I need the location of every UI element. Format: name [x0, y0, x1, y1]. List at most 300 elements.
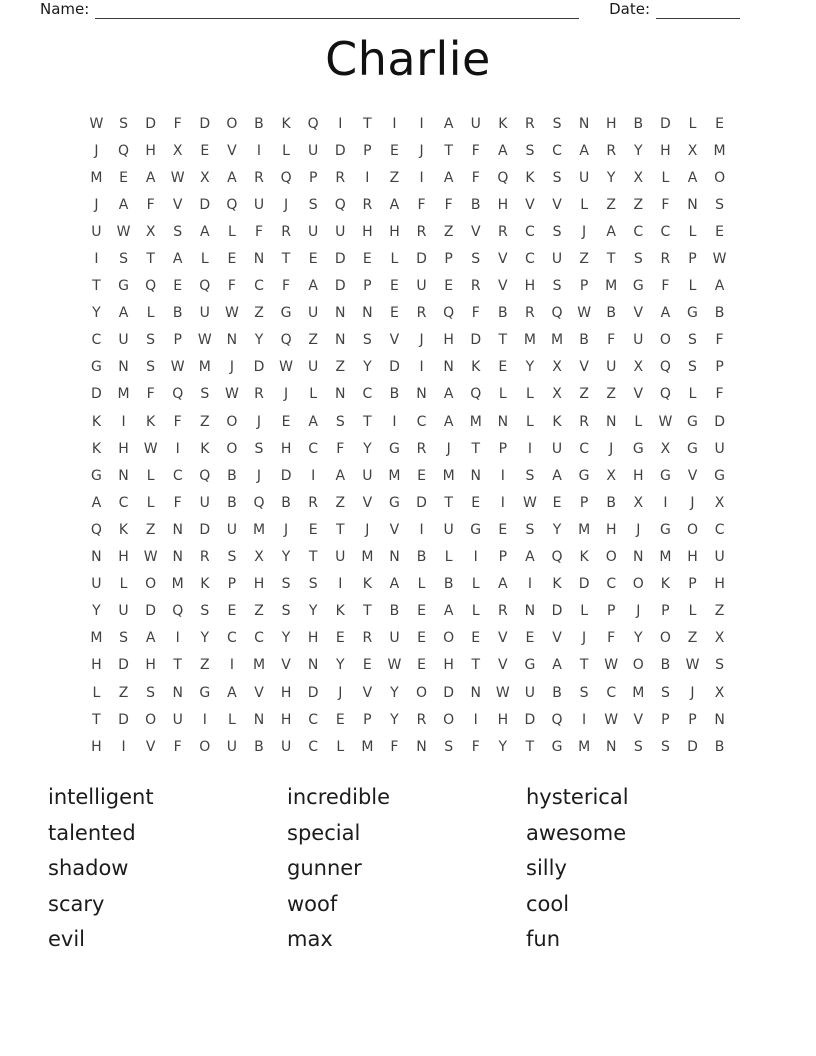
grid-letter: D [199, 115, 211, 132]
grid-letter: H [660, 142, 671, 159]
grid-letter: A [443, 413, 454, 430]
grid-letter: L [417, 576, 426, 593]
grid-letter: B [281, 494, 291, 511]
grid-letter: H [443, 657, 454, 674]
grid-letter: B [714, 738, 725, 755]
grid-letter: M [252, 521, 266, 538]
grid-letter: W [604, 657, 619, 674]
grid-letter: P [688, 711, 697, 728]
grid-letter: W [604, 711, 619, 728]
grid-letter: Y [92, 305, 101, 322]
grid-letter: A [91, 494, 102, 511]
word-list-item: special [287, 820, 361, 845]
grid-letter: C [525, 223, 535, 240]
grid-letter: F [173, 738, 182, 755]
grid-letter: I [663, 494, 668, 511]
grid-letter: Z [335, 359, 346, 376]
grid-letter: I [473, 711, 478, 728]
grid-letter: L [634, 413, 643, 430]
grid-letter: A [443, 169, 454, 186]
grid-letter: D [91, 386, 102, 403]
grid-letter: C [606, 684, 617, 701]
grid-letter: D [578, 576, 590, 593]
grid-letter: R [281, 223, 291, 240]
grid-letter: J [256, 467, 262, 484]
grid-letter: I [365, 169, 370, 186]
grid-letter: C [525, 251, 535, 268]
grid-letter: G [389, 494, 400, 511]
grid-letter: K [91, 413, 102, 430]
grid-letter: A [118, 305, 129, 322]
grid-letter: W [495, 684, 510, 701]
grid-letter: L [688, 223, 697, 240]
grid-letter: S [308, 196, 318, 213]
grid-letter: U [551, 440, 563, 457]
grid-letter: O [714, 169, 726, 186]
grid-letter: I [582, 711, 587, 728]
grid-letter: O [145, 711, 157, 728]
word-list-column [287, 780, 526, 958]
grid-letter: Q [551, 305, 563, 322]
grid-letter: C [308, 440, 319, 457]
grid-letter: V [227, 142, 237, 159]
grid-letter: S [552, 169, 562, 186]
grid-letter: B [606, 305, 616, 322]
grid-letter: U [308, 305, 319, 322]
grid-letter: W [143, 549, 158, 566]
grid-letter: N [226, 332, 238, 349]
grid-letter: Q [659, 386, 671, 403]
grid-letter: I [256, 142, 262, 159]
grid-letter: R [335, 169, 346, 186]
grid-letter: A [443, 603, 454, 620]
grid-letter: Q [199, 278, 211, 295]
grid-letter: Q [280, 332, 292, 349]
grid-letter: G [632, 278, 644, 295]
grid-letter: C [254, 278, 264, 295]
grid-letter: J [284, 521, 289, 538]
grid-letter: N [633, 549, 644, 566]
grid-letter: G [578, 467, 590, 484]
grid-letter: S [119, 630, 128, 647]
grid-letter: H [605, 521, 617, 538]
grid-letter: A [443, 115, 454, 132]
word-list-item: max [287, 927, 333, 952]
grid-letter: E [417, 603, 426, 620]
grid-letter: K [579, 549, 589, 566]
grid-letter: R [606, 142, 617, 159]
grid-letter: V [172, 196, 183, 213]
grid-letter: S [308, 576, 318, 593]
word-list-item: intelligent [48, 785, 154, 809]
grid-letter: T [525, 738, 535, 755]
grid-letter: U [118, 603, 129, 620]
grid-letter: L [146, 467, 155, 484]
grid-letter: I [500, 494, 505, 511]
grid-letter: Y [363, 359, 372, 376]
grid-letter: B [227, 467, 237, 484]
grid-letter: L [498, 386, 507, 403]
grid-letter: T [335, 521, 345, 538]
grid-letter: F [471, 142, 480, 159]
grid-letter: P [579, 278, 589, 295]
grid-letter: V [389, 521, 400, 538]
grid-letter: N [172, 684, 183, 701]
grid-letter: A [200, 223, 210, 240]
grid-letter: X [687, 142, 698, 159]
grid-letter: J [284, 196, 289, 213]
grid-letter: G [687, 440, 698, 457]
grid-letter: D [524, 711, 536, 728]
grid-letter: V [579, 359, 589, 376]
grid-letter: R [416, 305, 427, 322]
grid-letter: C [308, 711, 319, 728]
grid-letter: J [636, 603, 641, 620]
grid-letter: O [226, 115, 238, 132]
word-list-item: incredible [287, 785, 391, 809]
grid-letter: V [633, 305, 644, 322]
grid-letter: A [335, 467, 346, 484]
grid-letter: X [714, 684, 725, 701]
grid-letter: U [578, 169, 590, 186]
grid-letter: R [362, 630, 373, 647]
grid-letter: D [334, 251, 346, 268]
grid-letter: Y [281, 549, 291, 566]
word-list-item: silly [526, 856, 567, 881]
grid-letter: S [173, 223, 183, 240]
grid-letter: A [227, 169, 237, 186]
grid-letter: B [579, 332, 589, 349]
grid-letter: J [338, 684, 343, 701]
grid-letter: S [146, 332, 156, 349]
grid-letter: B [498, 305, 508, 322]
grid-letter: P [606, 603, 616, 620]
grid-letter: Q [551, 711, 563, 728]
grid-letter: N [91, 549, 102, 566]
word-list-item: woof [287, 891, 338, 916]
grid-letter: N [172, 521, 183, 538]
grid-letter: D [389, 359, 400, 376]
grid-letter: T [92, 278, 101, 295]
grid-letter: F [417, 196, 426, 213]
grid-letter: A [552, 657, 562, 674]
grid-letter: L [119, 576, 128, 593]
grid-letter: A [498, 576, 508, 593]
grid-letter: V [254, 684, 264, 701]
grid-letter: Y [281, 630, 291, 647]
grid-letter: W [523, 494, 537, 511]
grid-letter: U [714, 549, 725, 566]
grid-letter: D [145, 115, 156, 132]
grid-letter: F [661, 278, 670, 295]
grid-letter: V [552, 196, 562, 213]
grid-letter: X [633, 169, 644, 186]
grid-letter: N [470, 467, 481, 484]
grid-letter: D [660, 115, 671, 132]
grid-letter: Z [714, 603, 725, 620]
grid-letter: H [633, 467, 644, 484]
word-list-item: scary [48, 891, 105, 916]
grid-letter: D [334, 278, 346, 295]
grid-letter: T [363, 603, 372, 620]
grid-letter: S [362, 332, 372, 349]
grid-letter: A [145, 169, 156, 186]
grid-letter: E [200, 142, 210, 159]
grid-letter: B [714, 305, 725, 322]
grid-letter: L [526, 386, 534, 403]
grid-letter: E [335, 630, 345, 647]
grid-letter: Z [633, 196, 644, 213]
grid-letter: S [525, 521, 535, 538]
grid-letter: O [632, 576, 644, 593]
grid-letter: W [658, 413, 673, 430]
grid-letter: Z [389, 169, 400, 186]
grid-letter: I [473, 549, 478, 566]
grid-letter: H [145, 142, 156, 159]
grid-letter: U [470, 115, 481, 132]
grid-letter: Y [634, 630, 643, 647]
grid-letter: D [199, 521, 211, 538]
grid-letter: Z [687, 630, 698, 647]
grid-letter: J [419, 332, 424, 349]
grid-letter: T [444, 142, 453, 159]
grid-letter: Z [579, 251, 589, 268]
grid-letter: I [121, 413, 126, 430]
grid-letter: X [172, 142, 183, 159]
grid-letter: M [469, 413, 482, 430]
grid-letter: T [444, 494, 453, 511]
grid-letter: I [419, 169, 424, 186]
grid-letter: A [687, 169, 698, 186]
grid-letter: F [282, 278, 291, 295]
grid-letter: L [471, 603, 480, 620]
grid-letter: Q [118, 142, 130, 159]
grid-letter: X [552, 359, 562, 376]
grid-letter: Q [497, 169, 509, 186]
grid-letter: Y [363, 440, 372, 457]
grid-letter: W [712, 251, 727, 268]
grid-letter: R [416, 440, 427, 457]
grid-letter: V [281, 657, 291, 674]
grid-letter: W [685, 657, 700, 674]
grid-letter: P [363, 142, 372, 159]
grid-letter: Q [659, 359, 671, 376]
grid-letter: A [145, 630, 156, 647]
grid-letter: T [471, 440, 481, 457]
grid-letter: B [254, 115, 264, 132]
grid-letter: W [170, 359, 185, 376]
grid-letter: C [118, 494, 129, 511]
grid-letter: C [172, 467, 183, 484]
grid-letter: Y [634, 142, 643, 159]
grid-letter: E [471, 494, 481, 511]
grid-letter: W [116, 223, 131, 240]
grid-letter: D [551, 603, 563, 620]
grid-letter: F [390, 738, 399, 755]
grid-letter: H [91, 738, 102, 755]
grid-letter: V [362, 684, 373, 701]
word-list-item: awesome [526, 820, 627, 845]
grid-letter: E [281, 413, 291, 430]
grid-letter: A [552, 467, 562, 484]
grid-letter: L [146, 305, 155, 322]
date-label: Date: [609, 0, 650, 18]
grid-letter: N [470, 684, 481, 701]
grid-letter: Z [200, 657, 210, 674]
grid-letter: T [579, 657, 589, 674]
grid-letter: I [121, 738, 126, 755]
grid-letter: Z [254, 305, 264, 322]
grid-letter: T [92, 711, 101, 728]
grid-letter: X [633, 494, 644, 511]
grid-letter: Z [145, 521, 156, 538]
grid-letter: L [444, 549, 453, 566]
grid-letter: J [94, 196, 99, 213]
grid-letter: J [365, 521, 370, 538]
grid-letter: I [311, 467, 316, 484]
grid-letter: R [497, 223, 508, 240]
grid-letter: E [417, 657, 426, 674]
word-list-item: evil [48, 927, 86, 952]
grid-letter: S [227, 549, 237, 566]
grid-letter: W [224, 386, 239, 403]
grid-letter: Y [92, 603, 101, 620]
grid-letter: A [443, 386, 454, 403]
grid-letter: S [335, 413, 345, 430]
grid-letter: A [579, 142, 589, 159]
grid-letter: L [580, 196, 589, 213]
grid-letter: H [118, 440, 129, 457]
grid-letter: H [389, 223, 400, 240]
grid-letter: G [90, 359, 102, 376]
grid-letter: Y [525, 359, 535, 376]
grid-letter: S [660, 684, 670, 701]
word-list [48, 780, 765, 958]
grid-letter: M [361, 738, 374, 755]
grid-letter: E [362, 251, 372, 268]
grid-letter: N [443, 359, 454, 376]
grid-letter: U [443, 521, 454, 538]
grid-letter: K [118, 521, 129, 538]
grid-letter: T [281, 251, 291, 268]
grid-letter: A [308, 413, 318, 430]
grid-letter: Z [200, 413, 210, 430]
grid-letter: Q [90, 521, 102, 538]
grid-letter: S [715, 657, 725, 674]
grid-letter: M [632, 684, 645, 701]
grid-letter: D [145, 603, 156, 620]
grid-letter: M [605, 278, 618, 295]
word-list-item: talented [48, 820, 136, 845]
grid-letter: L [200, 251, 209, 268]
grid-letter: E [390, 305, 399, 322]
grid-letter: M [117, 386, 130, 403]
grid-letter: T [308, 549, 318, 566]
grid-letter: B [416, 549, 427, 566]
grid-letter: N [714, 711, 725, 728]
grid-letter: F [715, 332, 724, 349]
grid-letter: N [362, 305, 373, 322]
grid-letter: L [688, 115, 697, 132]
grid-letter: Y [200, 630, 210, 647]
grid-letter: S [119, 115, 128, 132]
grid-letter: M [578, 521, 591, 538]
grid-letter: P [173, 332, 182, 349]
grid-letter: Y [552, 521, 562, 538]
grid-letter: A [498, 142, 508, 159]
grid-letter: U [253, 196, 265, 213]
grid-letter: R [362, 196, 373, 213]
grid-letter: M [659, 549, 672, 566]
grid-letter: R [308, 494, 319, 511]
grid-letter: S [633, 738, 643, 755]
grid-letter: U [416, 278, 427, 295]
grid-letter: O [659, 332, 671, 349]
grid-letter: G [659, 467, 671, 484]
grid-letter: H [118, 549, 129, 566]
grid-letter: I [229, 657, 234, 674]
grid-letter: S [633, 251, 643, 268]
grid-letter: J [284, 386, 289, 403]
grid-letter: G [714, 467, 725, 484]
grid-letter: C [416, 413, 427, 430]
grid-letter: P [715, 359, 724, 376]
grid-letter: T [606, 251, 616, 268]
grid-letter: F [471, 738, 480, 755]
grid-letter: N [524, 603, 536, 620]
grid-letter: J [582, 630, 587, 647]
grid-letter: Q [551, 549, 563, 566]
grid-letter: K [525, 169, 535, 186]
grid-letter: F [146, 196, 155, 213]
grid-letter: S [525, 142, 535, 159]
grid-letter: N [605, 738, 617, 755]
grid-letter: F [254, 223, 264, 240]
grid-letter: U [335, 549, 346, 566]
grid-letter: B [606, 494, 616, 511]
grid-letter: F [471, 305, 480, 322]
grid-letter: R [254, 169, 264, 186]
date-fill-line [656, 1, 740, 19]
grid-letter: N [253, 251, 265, 268]
grid-letter: V [552, 630, 562, 647]
grid-letter: G [199, 684, 211, 701]
grid-letter: M [713, 142, 726, 159]
grid-letter: I [392, 413, 397, 430]
grid-letter: S [552, 223, 562, 240]
grid-letter: I [419, 521, 424, 538]
grid-letter: R [660, 251, 671, 268]
grid-letter: G [280, 305, 292, 322]
grid-letter: H [497, 711, 509, 728]
grid-letter: G [551, 738, 563, 755]
grid-letter: O [226, 413, 238, 430]
grid-letter: X [552, 386, 562, 403]
grid-letter: R [416, 223, 427, 240]
grid-letter: A [172, 251, 183, 268]
grid-letter: C [552, 142, 562, 159]
grid-letter: Q [334, 196, 346, 213]
grid-letter: M [442, 467, 455, 484]
grid-letter: J [690, 494, 695, 511]
word-list-item: fun [526, 927, 561, 952]
grid-letter: A [660, 305, 671, 322]
grid-letter: C [308, 738, 319, 755]
grid-letter: H [497, 196, 509, 213]
grid-letter: B [389, 386, 400, 403]
grid-letter: F [444, 196, 453, 213]
word-list-item: gunner [287, 856, 362, 881]
